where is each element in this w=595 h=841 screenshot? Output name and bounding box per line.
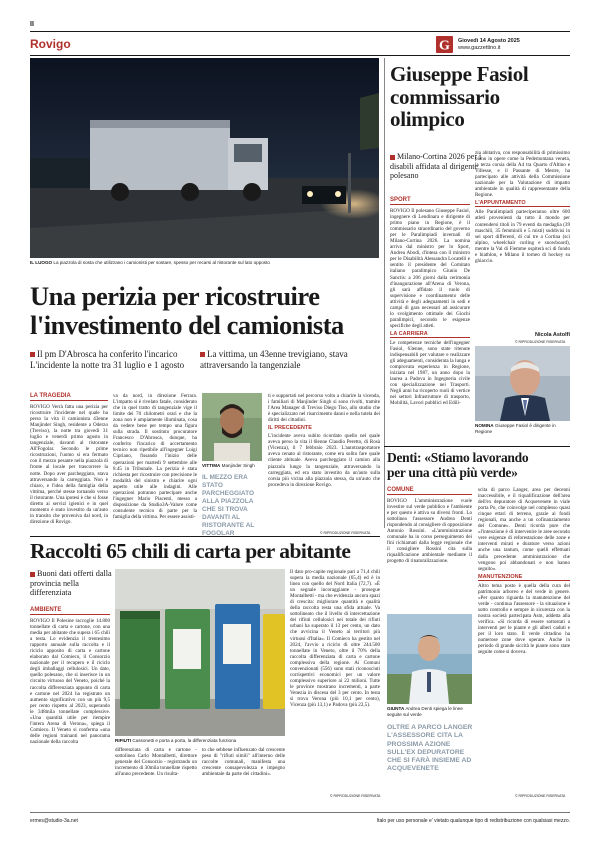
footer-notice: Italo per uso personale e' vietato qualunque tipo di redistribuzione con qualsiasi mezzo. bbox=[376, 818, 570, 824]
fasiol-headline-line2: commissario bbox=[390, 84, 500, 109]
fasiol-signature: Nicola Astolfi bbox=[535, 332, 570, 338]
bins-photo-caption bbox=[115, 738, 285, 744]
fasiol-photo-caption bbox=[475, 423, 570, 434]
gazzettino-logo bbox=[436, 36, 453, 53]
comune-label: COMUNE bbox=[387, 487, 472, 495]
denti-top-rule bbox=[384, 446, 570, 447]
fasiol-col-2-text: zia abitativa, con responsabilità di primissimo piano in opere come la Pedemontana veneta, la terza corsia della A4 tra Quarto d'Altino e Villesse, e il Passante di Mestre, ha partecipato alle attività della Commissione nazionale per la Valutazione di impatto ambientale in qualità di rappresentante della Regione. bbox=[475, 150, 570, 199]
paper-col-1: ROVIGO Il Polesine raccoglie 14.800 tonnellate di carta e cartone, con una media per abitante che supera i 65 chili a testa. Lo evidenzia il trentesimo rapporto annuale sulla raccolta e il riciclo apposito di carta e cartone elaborato dal Comieco, il Consorzio nazionale per il recupero e il riciclo degli imballaggi cellulosici. Un dato, quello polesano, che si inserisce in un circuito virtuoso del Veneto, poiché la raccolta differenziata appunto di carta e cartone nel 2024 ha registrato un aumento significativo con un più 9,5 per cento rispetto al 2023, superando le 348mila tonnellate complessive. «Una quantità utile per riempire l'intera Arena di Verona», spiega il Comieco. Il Veneto si conferma «una delle regioni trainanti nel panorama nazionale della raccolta bbox=[30, 618, 110, 745]
denti-col-1: ROVIGO L'amministrazione vuole investire sul verde pubblico e l'ambiente e per questo è attiva su diversi fronti. Lo sottolinea l'assessore Andrea Denti rispondendo al consigliere di opposizione Antonio Rossini. «L'amministrazione comunale ha in corso perseguimento dei fini richiamati dalla legge regionale che il consigliere Rossini cita sulla riqualificazione ambientale mediante il progetto di rinaturalizzazione. bbox=[387, 498, 472, 565]
main-headline-line1: Una perizia per ricostruire bbox=[30, 281, 320, 311]
sidebar-divider bbox=[384, 58, 385, 528]
fasiol-col-1-text: ROVIGO Il polesano Giuseppe Fasiol, ingegnere di Lendinara e dirigente di primo piano in Regione, è il commissario straordinario del governo per le Paralimpiadi invernali di Milano-Cortina 2026. La nomina arriva dal ministro per lo Sport, Andrea Abodi, d'intesa con il ministro per le Disabilità Alessandra Locatelli e sentito il presidente del Comitato italiano paralimpico Giunio De Sanctis: a 206 giorni dalla cerimonia d'inaugurazione all'Arena di Verona, gli sarà affidato il ruolo di supervisione e coordinamento delle attività e degli adeguamenti in sedi e campi di gara necessari ad assicurare lo svolgimento ottimale dei Giochi paralimpici, secondo le esigenze specifiche degli atleti. bbox=[390, 208, 470, 329]
fasiol-photo bbox=[475, 346, 570, 421]
header-date: Giovedì 14 Agosto 2025 bbox=[458, 38, 520, 44]
bins-photo-caption-label: RIFIUTI bbox=[115, 738, 132, 743]
main-photo-caption-label: IL LUOGO bbox=[30, 260, 53, 265]
denti-col-2 bbox=[478, 487, 570, 792]
header-website: www.gazzettino.it bbox=[458, 45, 501, 51]
denti-photo-caption-text: Andrea Denti spiega le linee seguite sul verde bbox=[387, 706, 463, 717]
fasiol-col-1b-text: Le competenze tecniche dell'ingegner Fasiol, 63enne, sono state ritenute indispensabili per valutare e realizzare gli adeguamenti, considerata la lunga e comprovata esperienza in Regione, iniziata nel 1987, un anno dopo la laurea a Padova in Ingegneria civile con specializzazione nei Trasporti. Negli anni ha ricoperto ruoli di vertice nei settori Infrastrutture di trasporto, Mobilità, Lavori pubblici ed Edili- bbox=[390, 339, 470, 407]
paper-headline: Raccolti 65 chili di carta per abitante bbox=[30, 539, 351, 563]
paper-col-3: to che sebbene influenzato dal crescente peso di "rifiuti simili" all'interno delle raccolte comunali, manifesta una crescente consapevolezza e impegno ambientale da parte dei cittadini». bbox=[202, 747, 285, 778]
denti-headline-line2: per una città più verde» bbox=[387, 465, 518, 480]
paper-top-rule bbox=[30, 536, 380, 537]
paper-col-4: Il dato pro-capite regionale pari a 71,4 chili supera la media nazionale (65,4) ed è in linea con quello del Nord Italia (72,7). «È un segnale incoraggiante - prosegue Montalbetti - ma che evidenzia ancora spazi di crescita: migliorare quantità e qualità della raccolta resta una sfida attuale. Va sottolineato che il livello di intercettazione dei rifiuti cellulosici nei totale dei rifiuti urbani ha superato il 13 per cento, un dato che avvicina il Veneto ai territori più virtuosi d'Italia». Il Comieco ha gestito nel 2024, l'avvio a riciclo di oltre 244.500 tonnellate in Veneto, oltre il 70% della raccolta differenziata di carta e cartone complessiva della regione. Ai Comuni convenzionati (556) sono stati riconosciuti corrispettivi economici per un valore complessivo superiore ai 22 milioni. Tutte le province mostrano incrementi, a parte Venezia in discesa del 3 per cento. In testa si trova Verona (più 10,1 per cento), Vicenza (più 13,1) e Padova (più 22,5). bbox=[290, 569, 380, 709]
paper-copyright: © RIPRODUZIONE RISERVATA bbox=[330, 794, 381, 798]
fasiol-headline-line1: Giuseppe Fasiol bbox=[390, 62, 529, 86]
fasiol-headline-line3: olimpico bbox=[390, 107, 465, 131]
main-headline bbox=[30, 282, 380, 340]
main-col-2: va da nord, in direzione Ferrara. L'impatto si è rivelato fatale, considerato che in quel tratto di tangenziale vige il limite dei 70 chilometri orari e che la zona non è ampiamente illuminata, cosa da vedere bene per tempo una figura sulla strada. Il sostituto procuratore Francesco D'Abrosca, dunque, ha conferito l'incarico di accertamento tecnico non ripetibile all'ingegner Luigi Cipriano, fissando l'inizio delle operazioni per martedì 9 settembre alle 8.45 in Tribunale. La perizia è stata richiesta per ricostruire con precisione le modalità del sinistro e chiarire ogni aspetto utile alle indagini. Alle operazioni potranno partecipare anche l'ingegner Mario Piacenti, messo a disposizione da Studio3A-Valore come consulente tecnico di parte per la famiglia della vittima. Per essere assisti- bbox=[113, 393, 197, 520]
denti-headline-line1: Denti: «Stiamo lavorando bbox=[387, 450, 529, 465]
main-pullquote: IL MEZZO ERA STATO PARCHEGGIATO ALLA PIAZZOLA CHE SI TROVA DAVANTI AL RISTORANTE AL FOGOLAR bbox=[202, 474, 255, 537]
victim-portrait bbox=[202, 393, 262, 461]
fasiol-photo-caption-text: Giuseppe Fasiol è dirigente in Regione bbox=[475, 423, 556, 434]
footer-email: ermes@studio-3a.net bbox=[30, 818, 78, 824]
precedente-subhead: IL PRECEDENTE bbox=[268, 425, 312, 432]
carriera-subhead: LA CARRIERA bbox=[390, 331, 470, 338]
paper-col-2: differenziata di carta e cartone - sottolinea Carlo Montalbetti, direttore generale del Consorzio - registrando un incremento di 30mila tonnellate rispetto all'anno precedente. Un risulta- bbox=[115, 747, 197, 778]
denti-copyright: © RIPRODUZIONE RISERVATA bbox=[515, 794, 566, 798]
denti-col-2b-text: Altro tema posto è quella della cura del patrimonio arboreo e del verde in genere. «Per quanto riguarda la manutenzione del verde - continua l'assessore - la situazione è sotto controllo e sempre in sicurezza con la nostra società partecipata Asm, addetta alla verifica. «Si ricorda di essere sottostati a interventi per le piante e gli alberi caduti e per il loro stato. Il verde cittadino ha numerose zone dove operare. Anche in periodo di grande siccità le piante sono state seguite come si doveva. bbox=[478, 582, 570, 656]
fasiol-col-2 bbox=[475, 150, 570, 330]
bullet-square-icon bbox=[30, 352, 35, 357]
header-bottom-rule bbox=[30, 55, 570, 56]
paper-deck: Buoni dati offerti dalla provincia nella differenziata bbox=[30, 569, 112, 598]
fasiol-deck: Milano-Cortina 2026 per i disabili affidata al dirigente polesano bbox=[390, 152, 482, 180]
fasiol-col-2b-text: Alle Paralimpiadi parteciperanno oltre 600 atleti provenienti da tutto il mondo per contendersi titoli in 79 eventi da medaglia (39 maschili, 35 femminili e 5 misti) suddivisi in sei sport differenti, di cui tre a Cortina (sci alpino, wheelchair curling e snowboard), mentre la Val di Fiemme ospiterà sci di fondo e biathlon, e Milano il torneo di hockey su ghiaccio. bbox=[475, 209, 570, 264]
denti-photo-caption bbox=[387, 706, 472, 717]
manutenzione-subhead: MANUTENZIONE bbox=[478, 574, 570, 581]
bullet-square-icon bbox=[390, 155, 395, 160]
fasiol-headline bbox=[390, 63, 570, 131]
main-col-1: ROVIGO Verrà fatta una perizia per ricostruire l'incidente nel quale ha perso la vita il camionista 43enne Manjinder Singh, residente a Oderzo (Treviso), la notte tra giovedì 31 luglio e venerdì primo agosto in tangenziale, davanti al ristorante All'Fogolar. Secondo le prime ricostruzioni, l'uomo si era fermato con il mezzo pesante nella piazzola di fronte al locale per trascorrere la notte. Dopo aver parcheggiato, stava attraversando la carreggiata. Non è chiaro, e l'idea della famiglia della vittima, perché stesse tornando verso il ristorante. Una ipotesi è che si fosse diretto ai servizi igienici e in quel momento è stato investito da un'auto in transito che proveniva dal nord, in direzione di Rovigo. bbox=[30, 404, 108, 524]
victim-caption-label: VITTIMA bbox=[202, 463, 221, 468]
main-col-4-text: ti e supportati nel percorso volto a chiarire la vicenda, i familiari di Manjinder Singh si sono rivolti, tramite l'Area Manager di Treviso Diego Tiso, allo studio che è specializzato nel risarcimento danni e nella tutela dei diritti dei cittadini. bbox=[268, 393, 380, 424]
tragedia-label: LA TRAGEDIA bbox=[30, 393, 108, 401]
main-headline-line2: l'investimento del camionista bbox=[30, 310, 344, 340]
bullet-square-icon bbox=[200, 352, 205, 357]
appuntamento-subhead: L'APPUNTAMENTO bbox=[475, 200, 570, 207]
denti-headline bbox=[387, 450, 570, 480]
victim-caption-text: Manjinder Singh bbox=[221, 463, 255, 468]
main-deck-left: Il pm D'Abrosca ha conferito l'incarico L'incidente la notte tra 31 luglio e 1 agosto bbox=[30, 349, 185, 370]
logo-letter: G bbox=[439, 38, 450, 53]
main-col-4b-text: L'incidente aveva subito ricordato quello nel quale aveva perso la vita il 6lenne Claudio Peretto, di Rosà (Vicenza), il 7 febbraio 2023. L'autotrasportatore aveva cenato al ristorante, come era solito fare quale cliente abituale. Aveva parcheggiato il camion alla piazzola lungo la tangenziale, attraversando la carreggiata, ed era stato investito da un'auto sulla corsia più vicina alla piazzola stessa, da un'auto che procedeva in direzione Rovigo. bbox=[268, 433, 380, 488]
denti-col-2-text: scita di parco Langer, area per decenni inaccessibile, e il riqualificazione dell'area dell'ex depuratore di Acquevenete in viale porta Po, che coinvolge nel complesso quasi cinque ettari di terreno, grazie ai fondi regionali, ma anche a un cofinanziamento del Comune». Denti ricorda pure che «l'intenzione è di intervenire le aree secondo vere esigenze di reforestazione delle zone e interventi mirati e durature verso azioni anche una tantum, come quelli effettuati dalla precedente amministrazione che vengono poi abbandonati e non hanno seguito». bbox=[478, 487, 570, 572]
bullet-square-icon bbox=[30, 572, 35, 577]
denti-pullquote: OLTRE A PARCO LANGER L'ASSESSORE CITA LA PROSSIMA AZIONE SULL'EX DEPURATORE CHE SI FARÀ INSIEME AD ACQUEVENETE bbox=[387, 724, 473, 773]
main-copyright: © RIPRODUZIONE RISERVATA bbox=[320, 531, 371, 535]
main-col-4 bbox=[268, 393, 380, 529]
victim-caption bbox=[202, 463, 264, 469]
denti-photo-caption-label: GIUNTA bbox=[387, 706, 405, 711]
fasiol-copyright: © RIPRODUZIONE RISERVATA bbox=[515, 340, 566, 344]
truck-parking-photo bbox=[30, 58, 379, 258]
bins-photo-caption-text: Cassonetti e porta a porta, la differenziata funziona bbox=[132, 738, 237, 743]
bins-photo bbox=[115, 569, 285, 736]
ambiente-label: AMBIENTE bbox=[30, 607, 110, 615]
page-number: II bbox=[30, 21, 34, 28]
main-photo-caption-text: La piazzola di sosta che utilizzano i camionisti per sostare, spesso per recarsi al ristorante sul lato opposto bbox=[53, 260, 270, 265]
denti-photo bbox=[387, 614, 472, 704]
fasiol-photo-caption-label: NOMINA bbox=[475, 423, 494, 428]
main-photo-caption bbox=[30, 260, 379, 266]
sport-label: SPORT bbox=[390, 197, 470, 205]
section-title: Rovigo bbox=[30, 37, 71, 51]
header-top-rule bbox=[30, 31, 570, 32]
main-deck-right: La vittima, un 43enne trevigiano, stava attraversando la tangenziale bbox=[200, 349, 348, 370]
footer-rule bbox=[30, 812, 570, 813]
